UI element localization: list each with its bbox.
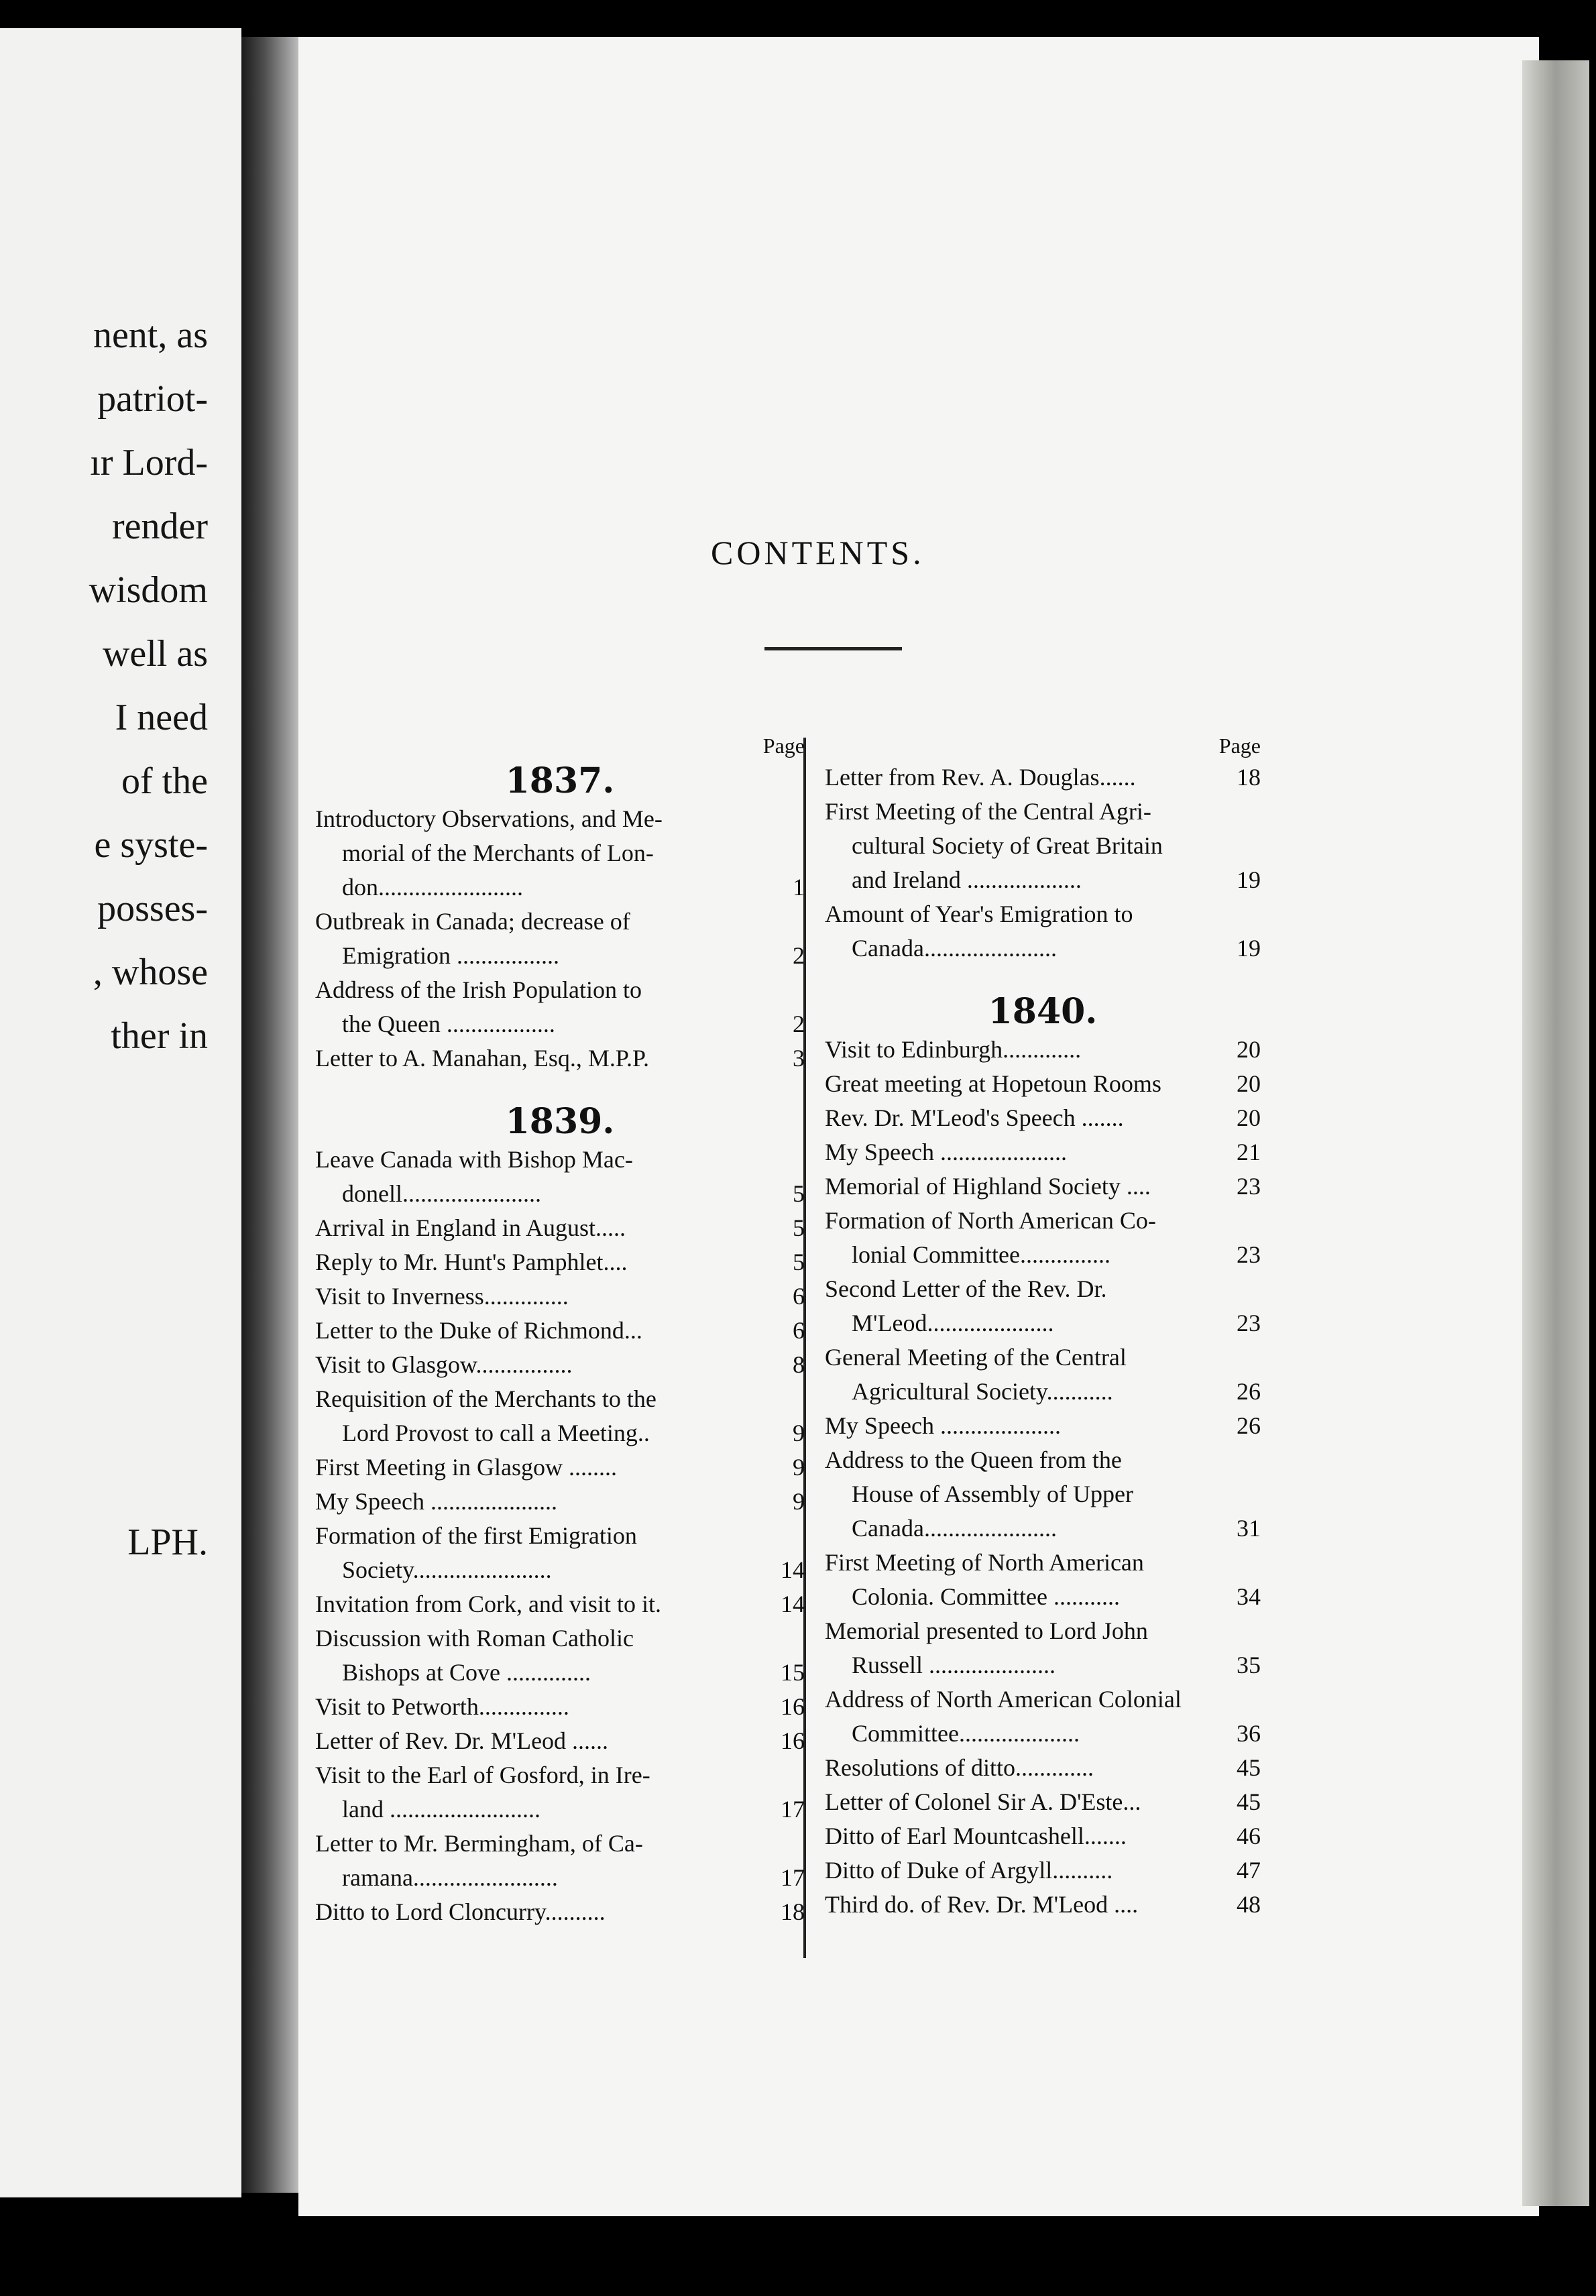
facing-page-line: nent, as [93, 314, 208, 356]
entry-line: Leave Canada with Bishop Mac- [315, 1146, 633, 1173]
year-heading: 1837. [505, 760, 615, 801]
entry-line: Resolutions of ditto............. [825, 1754, 1094, 1781]
facing-page-line: of the [121, 760, 208, 802]
entry-line: Letter to Mr. Bermingham, of Ca- [315, 1830, 643, 1857]
toc-entry [825, 1751, 1261, 1785]
entry-page-number: 31 [1237, 1515, 1261, 1542]
entry-page-number: 45 [1237, 1754, 1261, 1781]
contents-column-right [825, 731, 1261, 1922]
entry-line: Discussion with Roman Catholic [315, 1625, 634, 1652]
entry-page-number: 5 [793, 1180, 805, 1207]
entry-line: Outbreak in Canada; decrease of [315, 908, 630, 935]
entry-line: Bishops at Cove .............. [342, 1659, 591, 1686]
entry-line: House of Assembly of Upper [852, 1481, 1133, 1507]
entry-page-number: 5 [793, 1249, 805, 1275]
entry-page-number: 19 [1237, 866, 1261, 893]
entry-line: Letter to the Duke of Richmond... [315, 1317, 642, 1344]
entry-line: donell....................... [342, 1180, 541, 1207]
toc-entry [315, 1143, 805, 1211]
page-column-label: Page [1218, 734, 1261, 758]
toc-entry [315, 1314, 805, 1348]
entry-line: Society....................... [342, 1556, 552, 1583]
entry-line: Canada...................... [852, 1515, 1057, 1542]
entry-page-number: 6 [793, 1317, 805, 1344]
entry-page-number: 9 [793, 1420, 805, 1446]
toc-entry [825, 1888, 1261, 1922]
toc-entry [315, 1279, 805, 1314]
toc-entry [825, 1409, 1261, 1443]
toc-entry [315, 1690, 805, 1724]
toc-entry [825, 1443, 1261, 1546]
entry-line: and Ireland ................... [852, 866, 1082, 893]
toc-entry [825, 1272, 1261, 1340]
entry-line: ramana........................ [342, 1864, 558, 1891]
entry-line: First Meeting of North American [825, 1549, 1144, 1576]
toc-entry [315, 1827, 805, 1895]
toc-entry [315, 1895, 805, 1929]
entry-page-number: 9 [793, 1454, 805, 1481]
toc-entry [825, 1614, 1261, 1682]
entry-page-number: 35 [1237, 1652, 1261, 1678]
year-heading: 1840. [988, 991, 1098, 1032]
entry-page-number: 20 [1237, 1036, 1261, 1063]
entry-page-number: 21 [1237, 1139, 1261, 1165]
entry-line: Introductory Observations, and Me- [315, 805, 663, 832]
entry-line: Colonia. Committee ........... [852, 1583, 1120, 1610]
toc-entry [315, 1621, 805, 1690]
entry-line: Visit to Glasgow................ [315, 1351, 573, 1378]
entry-line: Formation of the first Emigration [315, 1522, 637, 1549]
toc-entry [315, 1348, 805, 1382]
entry-line: My Speech .................... [825, 1412, 1061, 1439]
entry-page-number: 46 [1237, 1823, 1261, 1849]
entry-page-number: 2 [793, 942, 805, 969]
entry-line: Third do. of Rev. Dr. M'Leod .... [825, 1891, 1139, 1918]
facing-page-line: patriot- [97, 378, 208, 420]
entry-page-number: 45 [1237, 1788, 1261, 1815]
entry-page-number: 1 [793, 874, 805, 901]
toc-entry [315, 1041, 805, 1076]
entry-line: My Speech ..................... [315, 1488, 557, 1515]
entry-page-number: 17 [781, 1796, 805, 1823]
entry-page-number: 26 [1237, 1412, 1261, 1439]
entry-page-number: 9 [793, 1488, 805, 1515]
entry-line: morial of the Merchants of Lon- [342, 840, 654, 866]
facing-page-line: render [111, 506, 208, 547]
facing-page-line: wisdom [89, 569, 208, 611]
entry-line: Amount of Year's Emigration to [825, 901, 1133, 927]
toc-entry [825, 1682, 1261, 1751]
title-rule [764, 647, 902, 650]
entry-page-number: 14 [781, 1591, 805, 1617]
toc-entry [825, 1340, 1261, 1409]
entry-page-number: 6 [793, 1283, 805, 1310]
entry-line: Address of North American Colonial [825, 1686, 1182, 1713]
toc-entry [825, 1853, 1261, 1888]
entry-line: Committee.................... [852, 1720, 1080, 1747]
entry-line: Rev. Dr. M'Leod's Speech ....... [825, 1104, 1124, 1131]
toc-entry [825, 1204, 1261, 1272]
entry-line: First Meeting in Glasgow ........ [315, 1454, 617, 1481]
entry-page-number: 8 [793, 1351, 805, 1378]
entry-line: Agricultural Society........... [852, 1378, 1113, 1405]
entry-line: don........................ [342, 874, 523, 901]
entry-page-number: 34 [1237, 1583, 1261, 1610]
toc-entry [315, 905, 805, 973]
entry-line: Visit to Inverness.............. [315, 1283, 569, 1310]
entry-line: Arrival in England in August..... [315, 1214, 626, 1241]
entry-page-number: 2 [793, 1011, 805, 1037]
entry-line: Lord Provost to call a Meeting.. [342, 1420, 650, 1446]
toc-entry [315, 1724, 805, 1758]
toc-entry [315, 1519, 805, 1587]
page-title: CONTENTS. [711, 534, 925, 571]
toc-entry [315, 1211, 805, 1245]
entry-line: Visit to the Earl of Gosford, in Ire- [315, 1762, 650, 1788]
entry-line: Formation of North American Co- [825, 1207, 1156, 1234]
toc-entry [825, 1101, 1261, 1135]
toc-entry [315, 1485, 805, 1519]
entry-page-number: 14 [781, 1556, 805, 1583]
entry-line: Visit to Edinburgh............. [825, 1036, 1082, 1063]
toc-entry [825, 1033, 1261, 1067]
toc-entry [825, 1067, 1261, 1101]
toc-entry [825, 1819, 1261, 1853]
facing-page [0, 28, 241, 2197]
entry-page-number: 36 [1237, 1720, 1261, 1747]
entry-line: Memorial presented to Lord John [825, 1617, 1148, 1644]
entry-page-number: 48 [1237, 1891, 1261, 1918]
entry-line: Canada...................... [852, 935, 1057, 962]
entry-line: Russell ..................... [852, 1652, 1056, 1678]
entry-line: Memorial of Highland Society .... [825, 1173, 1151, 1200]
toc-entry [825, 795, 1261, 897]
entry-line: the Queen .................. [342, 1011, 555, 1037]
toc-entry [315, 1245, 805, 1279]
toc-entry [825, 1135, 1261, 1169]
entry-line: My Speech ..................... [825, 1139, 1067, 1165]
entry-line: Requisition of the Merchants to the [315, 1385, 657, 1412]
entry-line: First Meeting of the Central Agri- [825, 798, 1151, 825]
entry-page-number: 16 [781, 1693, 805, 1720]
entry-page-number: 18 [1237, 764, 1261, 791]
entry-page-number: 26 [1237, 1378, 1261, 1405]
toc-entry [315, 973, 805, 1041]
facing-page-line: posses- [97, 888, 208, 929]
entry-page-number: 20 [1237, 1070, 1261, 1097]
facing-page-line: LPH. [127, 1522, 208, 1563]
entry-line: Letter to A. Manahan, Esq., M.P.P. [315, 1045, 649, 1072]
entry-line: land ......................... [342, 1796, 540, 1823]
toc-entry [315, 1382, 805, 1450]
toc-entry [825, 1546, 1261, 1614]
entry-page-number: 23 [1237, 1310, 1261, 1336]
entry-line: General Meeting of the Central [825, 1344, 1127, 1371]
entry-line: Letter of Rev. Dr. M'Leod ...... [315, 1727, 609, 1754]
entry-line: cultural Society of Great Britain [852, 832, 1163, 859]
entry-page-number: 23 [1237, 1173, 1261, 1200]
toc-entry [825, 1785, 1261, 1819]
page-edge [1522, 60, 1589, 2206]
facing-page-line: , whose [93, 952, 208, 993]
entry-page-number: 17 [781, 1864, 805, 1891]
entry-line: Ditto of Earl Mountcashell....... [825, 1823, 1127, 1849]
entry-line: Address of the Irish Population to [315, 976, 642, 1003]
year-heading: 1839. [505, 1101, 615, 1142]
toc-entry [315, 1758, 805, 1827]
facing-page-line: ır Lord- [90, 442, 208, 483]
entry-line: Second Letter of the Rev. Dr. [825, 1275, 1107, 1302]
entry-line: Ditto to Lord Cloncurry.......... [315, 1898, 606, 1925]
toc-entry [315, 1450, 805, 1485]
entry-line: Letter of Colonel Sir A. D'Este... [825, 1788, 1141, 1815]
facing-page-line: well as [102, 633, 208, 675]
facing-page-line: ther in [111, 1015, 208, 1057]
page-column-label: Page [762, 734, 805, 758]
entry-line: Emigration ................. [342, 942, 559, 969]
entry-page-number: 23 [1237, 1241, 1261, 1268]
entry-line: lonial Committee............... [852, 1241, 1110, 1268]
entry-line: Great meeting at Hopetoun Rooms [825, 1070, 1161, 1097]
toc-entry [825, 1169, 1261, 1204]
toc-entry [825, 760, 1261, 795]
entry-line: Invitation from Cork, and visit to it. [315, 1591, 661, 1617]
book-gutter [241, 37, 298, 2193]
toc-entry [825, 897, 1261, 966]
entry-line: M'Leod..................... [852, 1310, 1054, 1336]
toc-entry [315, 802, 805, 905]
entry-line: Address to the Queen from the [825, 1446, 1122, 1473]
entry-page-number: 18 [781, 1898, 805, 1925]
contents-column-left [315, 731, 805, 1929]
toc-entry [315, 1587, 805, 1621]
entry-page-number: 16 [781, 1727, 805, 1754]
entry-page-number: 19 [1237, 935, 1261, 962]
entry-page-number: 47 [1237, 1857, 1261, 1884]
entry-page-number: 20 [1237, 1104, 1261, 1131]
entry-line: Ditto of Duke of Argyll.......... [825, 1857, 1113, 1884]
entry-page-number: 15 [781, 1659, 805, 1686]
entry-line: Letter from Rev. A. Douglas...... [825, 764, 1136, 791]
facing-page-line: e syste- [94, 824, 208, 866]
entry-page-number: 5 [793, 1214, 805, 1241]
facing-page-line: I need [115, 697, 208, 738]
entry-page-number: 3 [793, 1045, 805, 1072]
entry-line: Reply to Mr. Hunt's Pamphlet.... [315, 1249, 628, 1275]
entry-line: Visit to Petworth............... [315, 1693, 569, 1720]
